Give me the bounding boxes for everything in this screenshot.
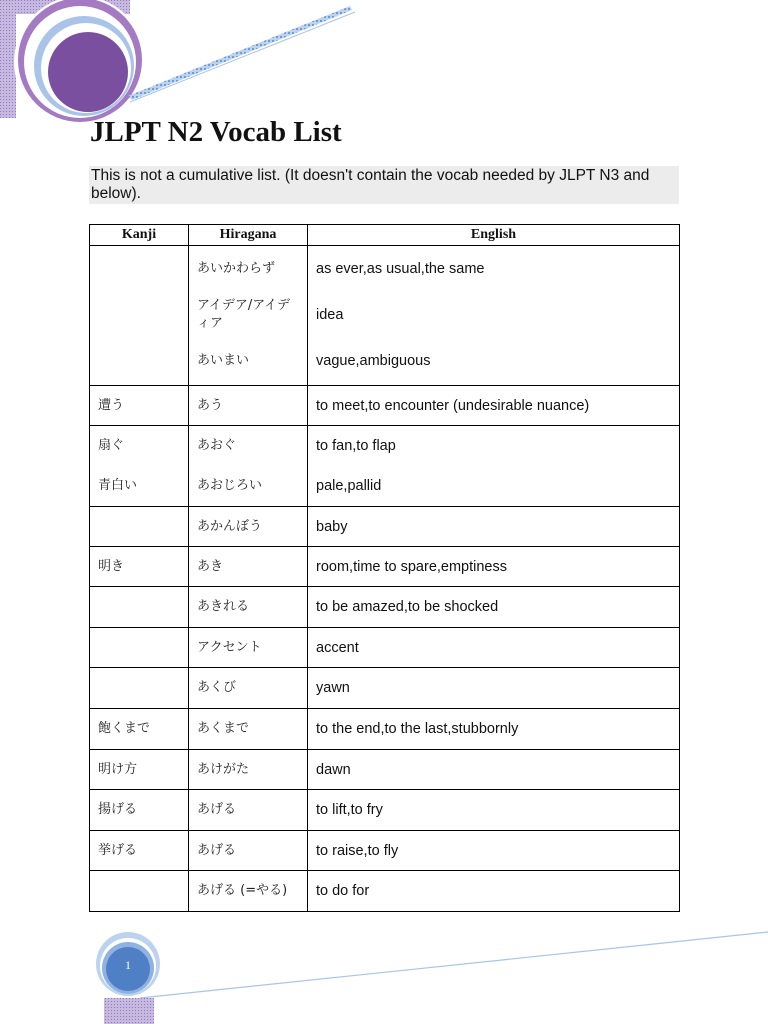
english-cell	[308, 246, 680, 386]
hiragana-text: あげる (=やる)	[197, 883, 288, 898]
hiragana-text: あかんぼう	[197, 518, 263, 534]
kanji-cell	[90, 587, 189, 628]
english-text: baby	[316, 518, 348, 535]
hiragana-cell	[189, 507, 308, 547]
kanji-text	[90, 628, 188, 667]
hiragana-text: アクセント	[197, 639, 262, 655]
english-text: to meet,to encounter (undesirable nuance)	[316, 397, 590, 414]
kanji-text: 飽くまで	[98, 721, 151, 736]
kanji-cell	[90, 668, 189, 709]
kanji-text: 明き	[98, 558, 125, 574]
kanji-cell	[90, 246, 189, 386]
table-row	[90, 386, 680, 426]
table-row	[90, 426, 680, 507]
hiragana-text: あくまで	[197, 721, 250, 736]
intro-text: This is not a cumulative list. (It doesn't contain the vocab needed by JLPT N3 and below).	[89, 166, 679, 204]
footer-decoration	[0, 920, 768, 1024]
english-cell	[308, 628, 680, 668]
kanji-cell	[90, 709, 189, 750]
english-column-header: English	[308, 225, 680, 246]
english-cell	[308, 668, 680, 709]
vocab-table	[89, 224, 680, 912]
kanji-text	[90, 246, 188, 292]
kanji-text	[90, 668, 188, 708]
english-cell	[308, 547, 680, 587]
english-text: to lift,to fry	[316, 802, 383, 818]
kanji-cell	[90, 790, 189, 831]
english-cell	[308, 831, 680, 871]
table-row	[90, 750, 680, 790]
english-text: room,time to spare,emptiness	[316, 558, 507, 575]
hiragana-cell	[189, 587, 308, 628]
kanji-text	[90, 587, 188, 627]
table-row	[90, 547, 680, 587]
document-title: JLPT N2 Vocab List	[90, 116, 342, 148]
hiragana-text: あう	[197, 397, 224, 413]
kanji-text: 扇ぐ	[98, 438, 125, 453]
english-text: yawn	[316, 680, 350, 696]
table-row	[90, 628, 680, 668]
table-row	[90, 790, 680, 831]
english-cell	[308, 507, 680, 547]
kanji-cell	[90, 831, 189, 871]
page-number: 1	[125, 958, 131, 972]
kanji-cell	[90, 547, 189, 587]
english-cell	[308, 426, 680, 507]
hiragana-cell	[189, 386, 308, 426]
hiragana-cell	[189, 547, 308, 587]
english-text: to the end,to the last,stubbornly	[316, 721, 519, 737]
table-header-row	[90, 225, 680, 246]
hiragana-text: あきれる	[197, 599, 250, 614]
hiragana-text: あおぐ	[197, 438, 237, 453]
kanji-text	[90, 338, 188, 384]
english-text: to do for	[316, 883, 370, 899]
kanji-text: 挙げる	[98, 842, 138, 858]
kanji-cell	[90, 628, 189, 668]
hiragana-text: あけがた	[197, 761, 250, 777]
table-row	[90, 587, 680, 628]
hiragana-text: あいかわらず	[197, 261, 276, 276]
english-text: idea	[316, 307, 344, 323]
kanji-cell	[90, 750, 189, 790]
hiragana-cell	[189, 246, 308, 386]
hiragana-cell	[189, 628, 308, 668]
kanji-cell	[90, 507, 189, 547]
english-cell	[308, 790, 680, 831]
kanji-text: 遭う	[98, 397, 125, 413]
english-cell	[308, 871, 680, 912]
hiragana-cell	[189, 709, 308, 750]
hiragana-text: アイデア/アイディア	[197, 298, 291, 331]
hiragana-cell	[189, 790, 308, 831]
english-text: to raise,to fly	[316, 842, 399, 859]
english-text: dawn	[316, 761, 351, 778]
table-row	[90, 831, 680, 871]
table-row	[90, 871, 680, 912]
kanji-cell	[90, 871, 189, 912]
english-text: as ever,as usual,the same	[316, 261, 485, 277]
english-text: accent	[316, 639, 359, 656]
vocab-table-body	[90, 246, 680, 912]
kanji-cell	[90, 426, 189, 507]
hiragana-text: あおじろい	[197, 478, 263, 493]
english-cell	[308, 386, 680, 426]
table-row	[90, 668, 680, 709]
kanji-text: 明け方	[98, 761, 138, 777]
hiragana-cell	[189, 668, 308, 709]
hiragana-cell	[189, 871, 308, 912]
kanji-cell	[90, 386, 189, 426]
english-cell	[308, 709, 680, 750]
english-text: vague,ambiguous	[316, 353, 431, 369]
hiragana-text: あげる	[197, 802, 237, 817]
hiragana-cell	[189, 750, 308, 790]
hiragana-text: あき	[197, 558, 224, 574]
kanji-text: 揚げる	[98, 802, 138, 817]
english-text: to fan,to flap	[316, 438, 396, 454]
kanji-text	[90, 507, 188, 546]
kanji-column-header: Kanji	[90, 225, 189, 246]
table-row	[90, 246, 680, 386]
hiragana-cell	[189, 426, 308, 507]
hiragana-text: あいまい	[197, 353, 250, 368]
english-text: to be amazed,to be shocked	[316, 599, 499, 615]
kanji-text	[90, 292, 188, 338]
english-cell	[308, 587, 680, 628]
hiragana-column-header: Hiragana	[189, 225, 308, 246]
kanji-text	[90, 871, 188, 911]
hiragana-text: あくび	[197, 680, 237, 695]
english-text: pale,pallid	[316, 478, 382, 494]
table-row	[90, 709, 680, 750]
hiragana-cell	[189, 831, 308, 871]
english-cell	[308, 750, 680, 790]
hiragana-text: あげる	[197, 842, 237, 858]
table-row	[90, 507, 680, 547]
kanji-text: 青白い	[98, 478, 138, 493]
